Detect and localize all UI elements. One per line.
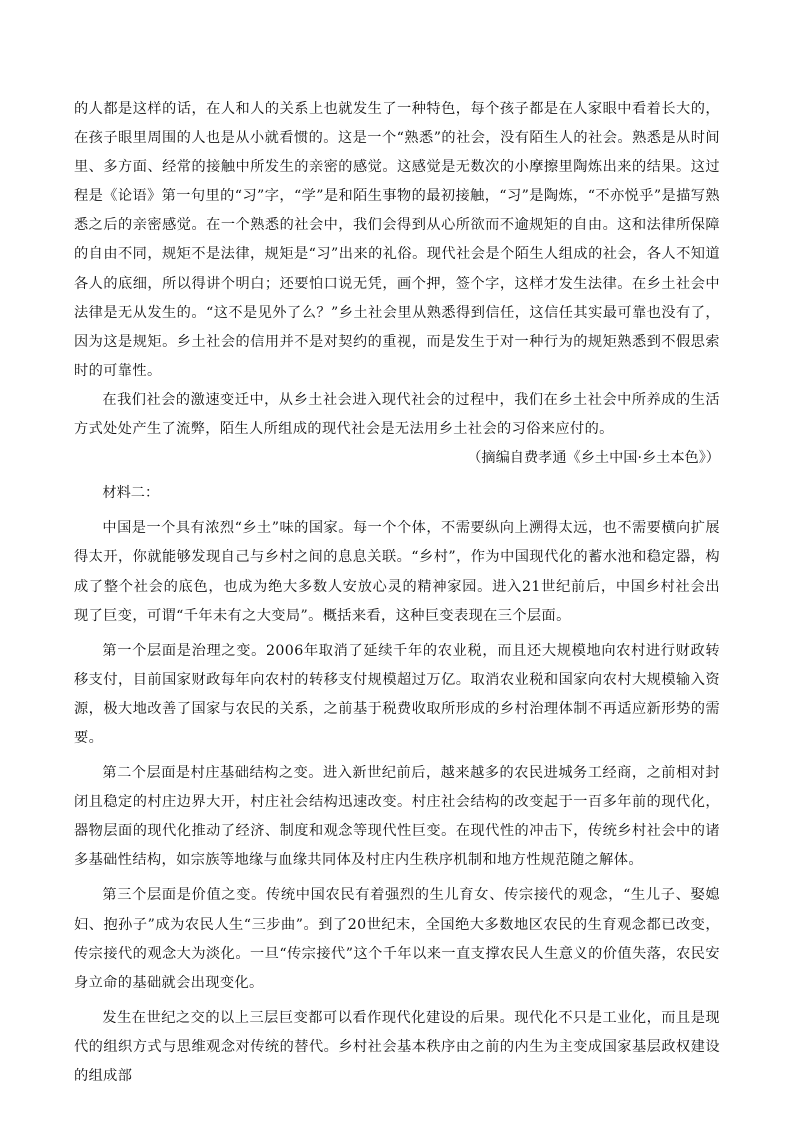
- material2-paragraph-3: 第二个层面是村庄基础结构之变。进入新世纪前后，越来越多的农民进城务工经商，之前相对封闭且稳定的村庄边界大开，村庄社会结构迅速改变。村庄社会结构的改变起于一百多年前的现代化，器物层面的现代化推动了经济、制度和观念等现代性巨变。在现代性的冲击下，传统乡村社会中的诸多基础性结构，如宗族等地缘与血缘共同体及村庄内生秩序机制和地方性规范随之解体。: [74, 765, 720, 869]
- material1-paragraph-1: 的人都是这样的话，在人和人的关系上也就发生了一种特色，每个孩子都是在人家眼中看着长大的，在孩子眼里周围的人也是从小就看惯的。这是一个“熟悉”的社会，没有陌生人的社会。熟悉是从时间里、多方面、经常的接触中所发生的亲密的感觉。这感觉是无数次的小摩擦里陶炼出来的结果。这过程是《论语》第一句里的“习”字，“学”是和陌生事物的最初接触，“习”是陶炼，“不亦悦乎”是描写熟悉之后的亲密感觉。在一个熟悉的社会中，我们会得到从心所欲而不逾规矩的自由。这和法律所保障的自由不同，规矩不是法律，规矩是“习”出来的礼俗。现代社会是个陌生人组成的社会，各人不知道各人的底细，所以得讲个明白；还要怕口说无凭，画个押，签个字，这样才发生法律。在乡土社会中法律是无从发生的。“这不是见外了么？”乡土社会里从熟悉得到信任，这信任其实最可靠也没有了，因为这是规矩。乡土社会的信用并不是对契约的重视，而是发生于对一种行为的规矩熟悉到不假思索时的可靠性。: [74, 101, 720, 379]
- material2-label: 材料二：: [102, 485, 160, 502]
- material2-paragraph-1: 中国是一个具有浓烈“乡土”味的国家。每一个个体，不需要纵向上溯得太远，也不需要横向扩展得太开，你就能够发现自己与乡村之间的息息关联。“乡村”，作为中国现代化的蓄水池和稳定器，构成了整个社会的底色，也成为绝大多数人安放心灵的精神家园。进入21世纪前后，中国乡村社会出现了巨变，可谓“千年未有之大变局”。概括来看，这种巨变表现在三个层面。: [74, 520, 720, 624]
- material2-paragraph-5: 发生在世纪之交的以上三层巨变都可以看作现代化建设的后果。现代化不只是工业化，而且是现代的组织方式与思维观念对传统的替代。乡村社会基本秩序由之前的内生为主变成国家基层政权建设的组成部: [74, 1009, 720, 1084]
- material2-paragraph-2: 第一个层面是治理之变。2006年取消了延续千年的农业税，而且还大规模地向农村进行财政转移支付，目前国家财政每年向农村的转移支付规模超过万亿。取消农业税和国家向农村大规模输入资源，极大地改善了国家与农民的关系，之前基于税费收取所形成的乡村治理体制不再适应新形势的需要。: [74, 642, 720, 746]
- material1-paragraph-2: 在我们社会的激速变迁中，从乡土社会进入现代社会的过程中，我们在乡土社会中所养成的生活方式处处产生了流弊，陌生人所组成的现代社会是无法用乡土社会的习俗来应付的。: [74, 391, 720, 438]
- material1-source-citation: （摘编自费孝通《乡土中国·乡土本色》）: [467, 450, 720, 467]
- material2-paragraph-4: 第三个层面是价值之变。传统中国农民有着强烈的生儿育女、传宗接代的观念，“生儿子、娶媳妇、抱孙子”成为农民人生“三步曲”。到了20世纪末，全国绝大多数地区农民的生育观念都已改变，传宗接代的观念大为淡化。一旦“传宗接代”这个千年以来一直支撑农民人生意义的价值失落，农民安身立命的基础就会出现变化。: [74, 887, 720, 991]
- document-page: [74, 95, 720, 1091]
